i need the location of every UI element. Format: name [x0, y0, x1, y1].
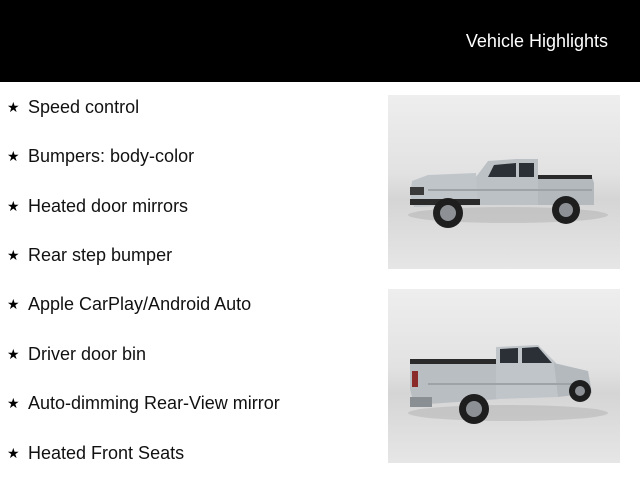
feature-label: Auto-dimming Rear-View mirror: [28, 393, 280, 413]
list-item: [7, 95, 139, 119]
star-icon: ★: [7, 346, 20, 362]
page-title: Vehicle Highlights: [465, 31, 608, 51]
feature-label: Heated door mirrors: [28, 196, 189, 216]
star-icon: ★: [7, 148, 20, 164]
feature-label: Bumpers: body-color: [28, 146, 195, 166]
feature-label: Rear step bumper: [28, 245, 173, 265]
star-icon: ★: [7, 395, 20, 411]
truck-side-image: [388, 95, 620, 269]
feature-label: Driver door bin: [28, 344, 147, 364]
star-icon: ★: [7, 296, 20, 312]
list-item: [7, 194, 188, 218]
header-bar: [0, 0, 640, 82]
list-item: [7, 391, 280, 415]
vehicle-photo-side[interactable]: [388, 95, 620, 269]
feature-label: Speed control: [28, 97, 140, 117]
truck-rear-image: [388, 289, 620, 463]
list-item: [7, 342, 146, 366]
star-icon: ★: [7, 445, 20, 461]
list-item: [7, 441, 184, 465]
star-icon: ★: [7, 99, 20, 115]
list-item: [7, 243, 172, 267]
star-icon: ★: [7, 247, 20, 263]
feature-label: Heated Front Seats: [28, 443, 185, 463]
star-icon: ★: [7, 198, 20, 214]
feature-label: Apple CarPlay/Android Auto: [28, 294, 252, 314]
list-item: [7, 292, 251, 316]
vehicle-photo-rear[interactable]: [388, 289, 620, 463]
list-item: [7, 144, 194, 168]
